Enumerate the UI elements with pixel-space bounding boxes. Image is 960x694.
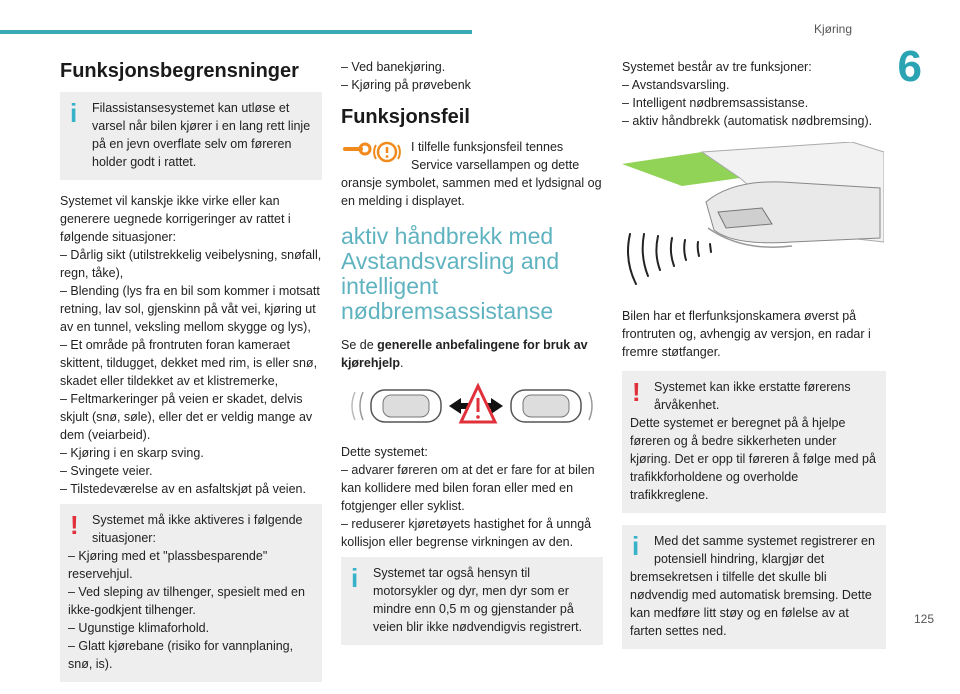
list-item: – aktiv håndbrekk (automatisk nødbremsing). xyxy=(622,114,873,128)
brake-warning-icon xyxy=(374,143,400,161)
front-car-icon xyxy=(511,390,592,422)
list-item: – Ved banekjøring. xyxy=(341,60,446,74)
exclamation-icon: ! xyxy=(632,377,641,407)
list-item: – Kjøring med et "plassbesparende" reservehjul. xyxy=(68,549,268,581)
info-box xyxy=(622,525,886,649)
column-3 xyxy=(622,58,886,661)
list-item: – Avstandsvarsling. xyxy=(622,78,730,92)
list-item: – Tilstedeværelse av en asfaltskjøt på veien. xyxy=(60,482,306,496)
rear-car-icon xyxy=(352,390,441,422)
warning-box xyxy=(60,504,322,682)
car-camera-illustration xyxy=(622,142,884,290)
fault-title: Funksjonsfeil xyxy=(341,106,470,128)
fault-block xyxy=(341,138,603,174)
list-item: – Intelligent nødbremsassistanse. xyxy=(622,96,809,110)
situations-list xyxy=(60,246,322,498)
info-box xyxy=(341,557,603,645)
info-box xyxy=(60,92,322,180)
page-number: 125 xyxy=(913,612,934,626)
radar-waves xyxy=(628,234,711,284)
info-i-icon: i xyxy=(632,531,640,561)
exclamation-icon: ! xyxy=(70,510,79,540)
warning-box-text: Dette systemet er beregnet på å hjelpe føreren og å bedre sikkerheten under kjøring. Det er opp til føreren å følge med på trafikkforholdene og overholde trafikkreglene. xyxy=(630,416,876,502)
list-item: – Glatt kjørebane (risiko for vannplaning, snø, is). xyxy=(68,639,294,671)
list-item: – Dårlig sikt (utilstrekkelig veibelysning, snøfall, regn, tåke), xyxy=(60,248,322,280)
camera-text: Bilen har et flerfunksjonskamera øverst på frontruten og, avhengig av versjon, en radar i fremre støtfanger. xyxy=(622,309,871,359)
limitations-intro: Systemet vil kanskje ikke virke eller kan generere uegnede korrigeringer av rattet i følgende situasjoner: xyxy=(60,194,291,244)
list-item: – advarer føreren om at det er fare for at bilen kan kollidere med bilen foran eller med en fotgjenger eller syklist. xyxy=(341,463,595,513)
list-item: – Ugunstige klimaforhold. xyxy=(68,621,210,635)
list-item: – Kjøring på prøvebenk xyxy=(341,78,471,92)
list-item: – Svingete veier. xyxy=(60,464,153,478)
chapter-number: 6 xyxy=(897,42,922,91)
info-box-text: Filassistansesystemet kan utløse et varsel når bilen kjører i en lang rett linje på en jevn overflate selv om føreren holder godt i rattet. xyxy=(92,101,311,169)
warning-box-heading: Systemet kan ikke erstatte førerens årvåkenhet. xyxy=(654,380,851,412)
collision-illustration xyxy=(341,382,603,428)
list-item: – reduserer kjøretøyets hastighet for å unngå kollisjon eller begrense virkningen av den. xyxy=(341,517,592,549)
info-i-icon: i xyxy=(351,563,359,593)
functions-intro: Systemet består av tre funksjoner: xyxy=(622,60,812,74)
info-box-heading: Med det samme systemet registrerer en potensiell hindring, klargjør det xyxy=(654,534,875,566)
list-item: – Feltmarkeringer på veien er skadet, delvis skjult (snø, søle), eller det er veldig mange av dem (veiarbeid). xyxy=(60,392,313,442)
info-box-text: bremsekretsen i tilfelle det skulle bli nødvendig med automatisk bremsing. Dette kan medføre litt støy og en følelse av at farten settes ned. xyxy=(630,570,872,638)
warning-box xyxy=(622,371,886,513)
fault-text-rest: oransje symbolet, sammen med et lydsignal og en melding i displayet. xyxy=(341,176,602,208)
column-2 xyxy=(341,58,603,657)
info-i-icon: i xyxy=(70,98,78,128)
warning-box-heading: Systemet må ikke aktiveres i følgende situasjoner: xyxy=(92,513,303,545)
list-item: – Ved sleping av tilhenger, spesielt med en ikke-godkjent tilhenger. xyxy=(68,585,305,617)
fault-text-first: I tilfelle funksjonsfeil tennes Service varsellampen og dette xyxy=(411,140,580,172)
function-heading: aktiv håndbrekk med Avstandsvarsling and intelligent nødbremsassistanse xyxy=(341,223,560,324)
recommendations-link-text: generelle anbefalingene for bruk av kjørehjelp xyxy=(341,338,588,370)
list-item: – Et område på frontruten foran kameraet skittent, tildugget, dekket med rim, is eller snø, skadet eller tildekket av et klistremerke, xyxy=(60,338,318,388)
limitations-title: Funksjonsbegrensninger xyxy=(60,60,299,82)
section-title: Kjøring xyxy=(813,22,852,36)
list-item: – Blending (lys fra en bil som kommer i motsatt retning, lav sol, gjenskinn på våt vei, kjøring ut av en tunnel, veksling mellom skygge og lys), xyxy=(60,284,320,334)
info-box-text: Systemet tar også hensyn til motorsykler og dyr, men dyr som er mindre enn 0,5 m og gjenstander på veien blir ikke nødvendigvis registrert. xyxy=(373,566,583,634)
column-1 xyxy=(60,58,322,694)
see-recommendations: Se de generelle anbefalingene for bruk av kjørehjelp. xyxy=(341,338,588,370)
list-item: – Kjøring i en skarp sving. xyxy=(60,446,204,460)
top-accent-bar xyxy=(0,30,472,34)
wrench-icon xyxy=(341,140,405,170)
system-intro: Dette systemet: xyxy=(341,445,428,459)
